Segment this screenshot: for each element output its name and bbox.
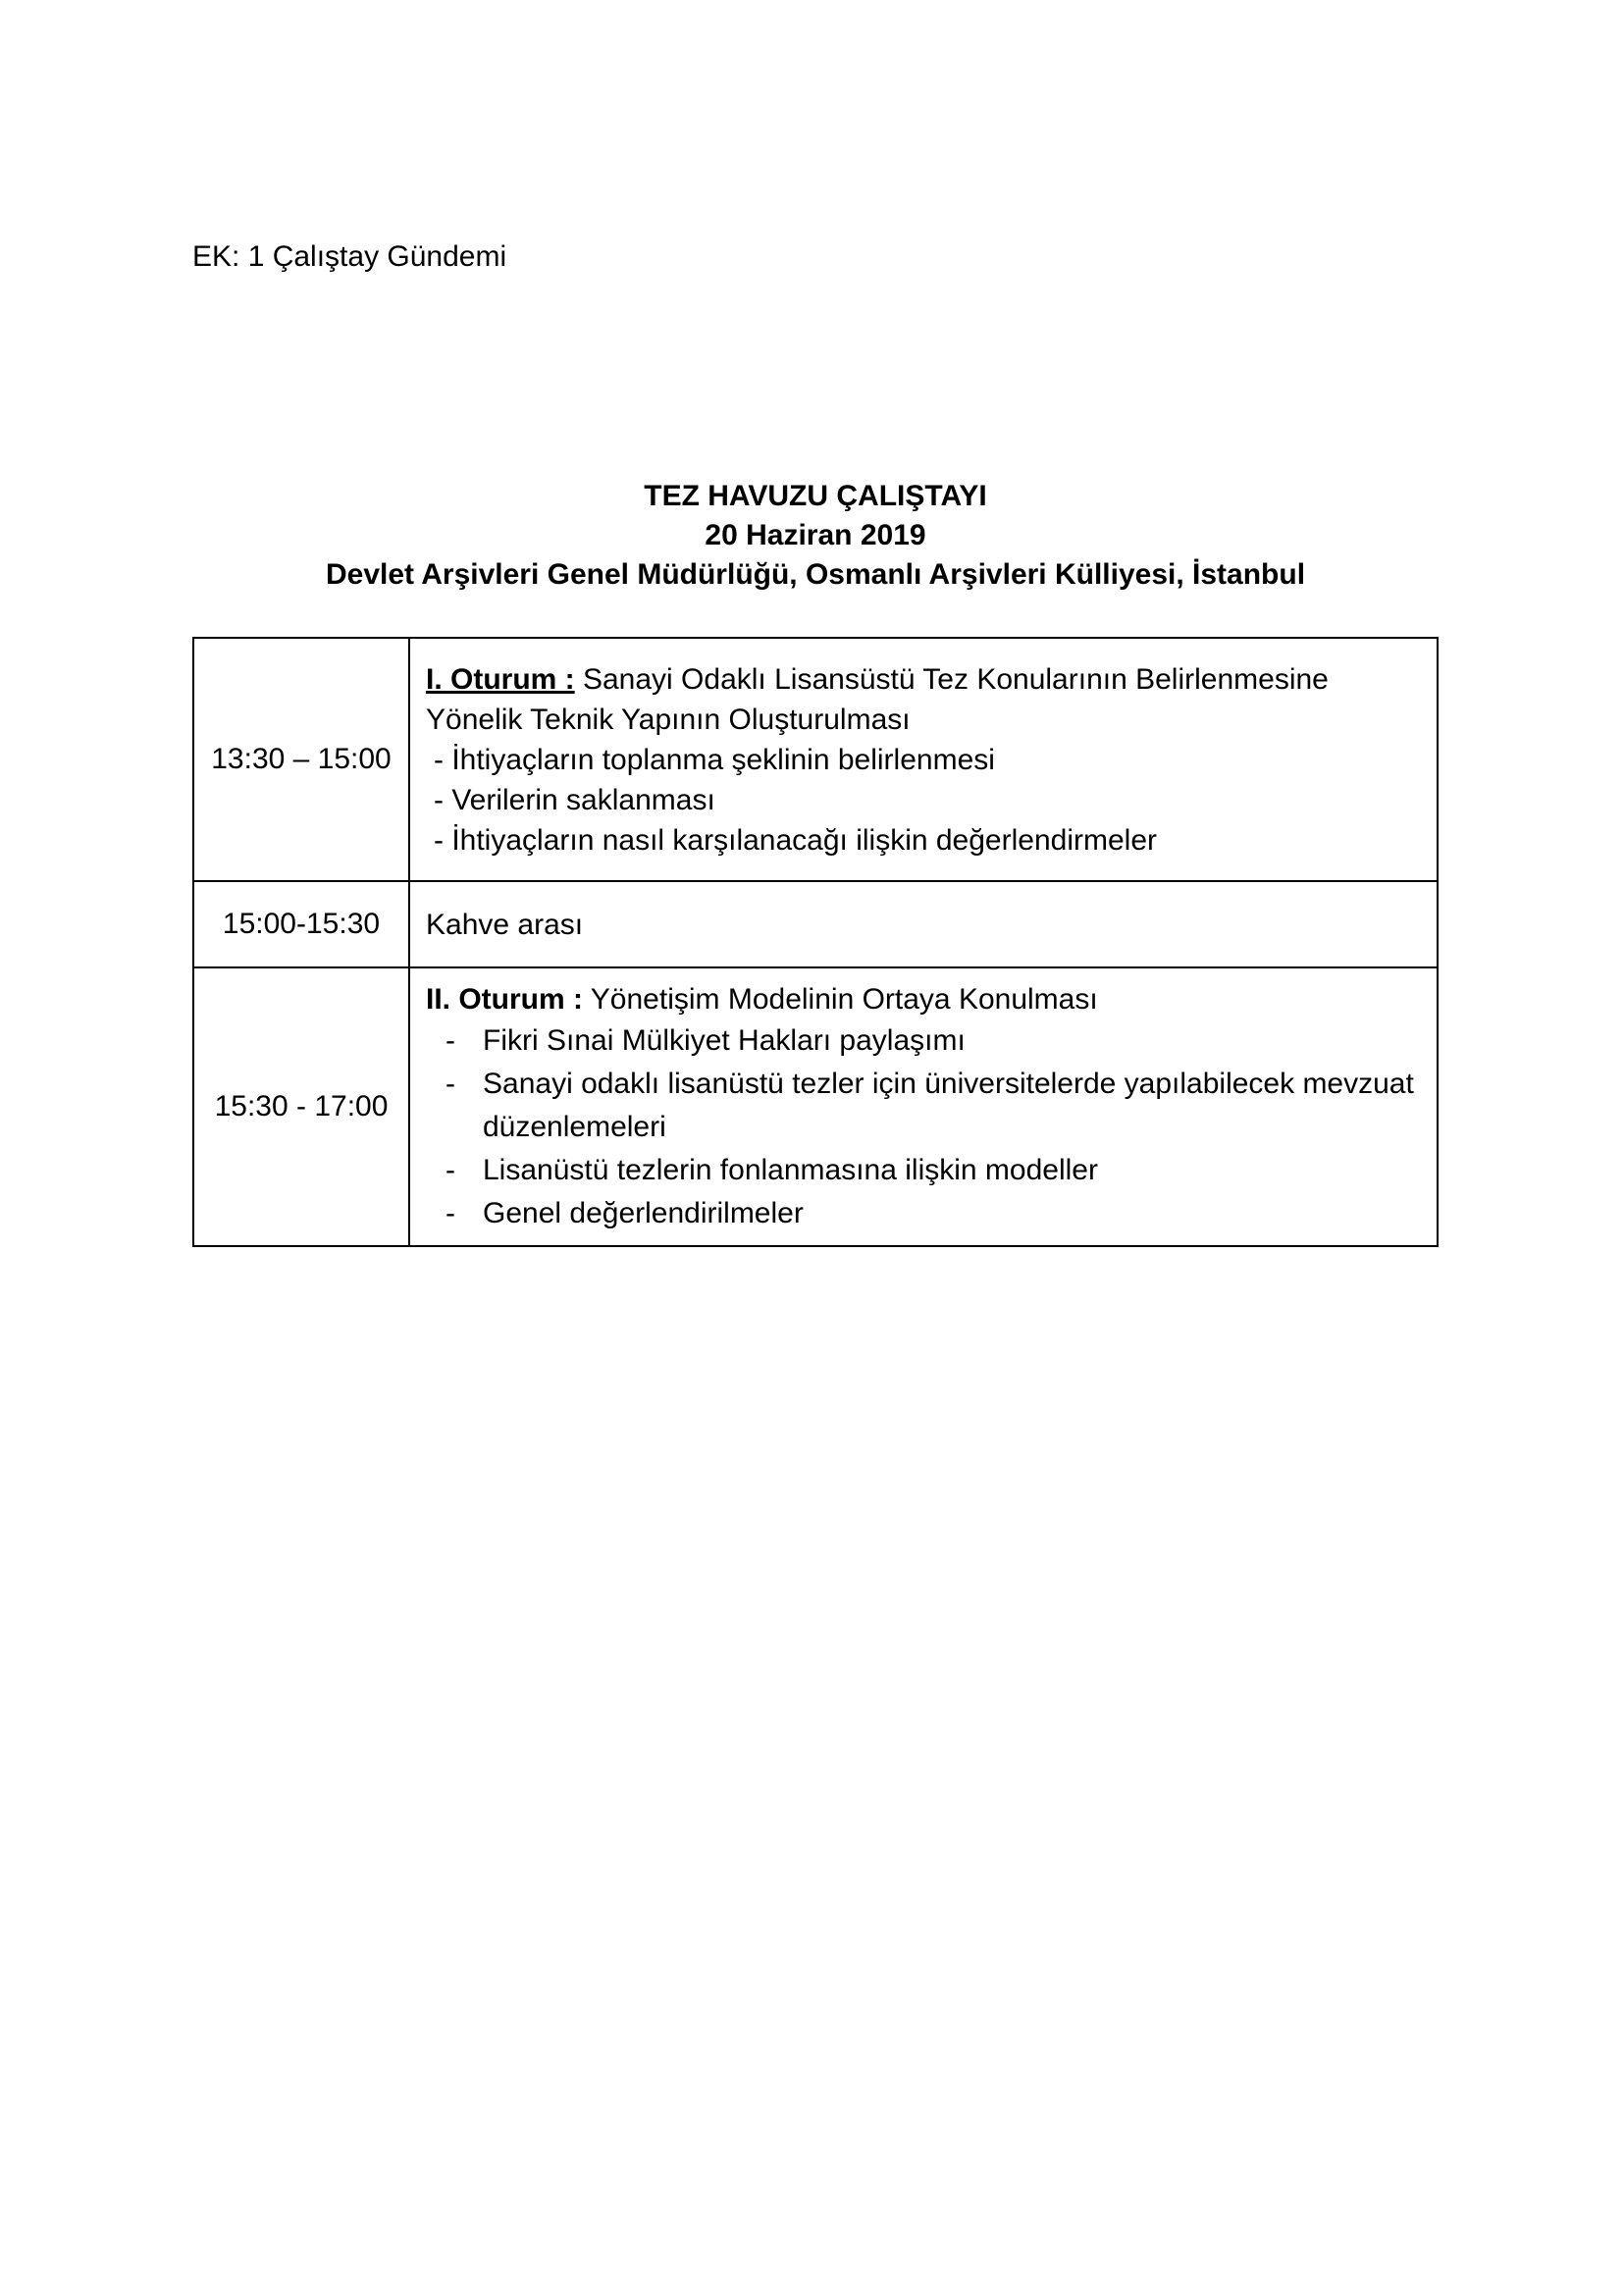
session-2-item-text: Sanayi odaklı lisanüstü tezler için üniversitelerde yapılabilecek mevzuat düzenlemeleri [483,1067,1414,1143]
list-item [426,1149,1429,1192]
session-1-content [409,638,1438,881]
break-text: Kahve arası [426,908,584,941]
session-2-time: 15:30 - 17:00 [193,967,409,1246]
session-1-title: Sanayi Odaklı Lisansüstü Tez Konularının Belirlenmesine Yönelik Teknik Yapının Oluşturulması [426,662,1329,736]
session-2-list [426,1019,1429,1235]
session-1-item: - İhtiyaçların nasıl karşılanacağı ilişkin değerlendirmeler [434,823,1157,857]
workshop-date: 20 Haziran 2019 [705,519,926,551]
dash-bullet: - [445,1023,455,1057]
session-2-heading [426,979,1429,1019]
session-1-label: I. Oturum : [426,662,575,696]
list-item [426,1192,1429,1235]
agenda-table [192,637,1439,1247]
dash-bullet: - [445,1067,455,1100]
break-time: 15:00-15:30 [193,881,409,967]
list-item [426,1063,1429,1149]
list-item [426,1019,1429,1063]
workshop-venue: Devlet Arşivleri Genel Müdürlüğü, Osmanlı Arşivleri Külliyesi, İstanbul [325,558,1306,591]
agenda-row-session-2 [193,967,1438,1246]
workshop-title: TEZ HAVUZU ÇALIŞTAYI [644,480,987,512]
session-2-item-text: Fikri Sınai Mülkiyet Hakları paylaşımı [483,1023,966,1057]
session-1-item: - İhtiyaçların toplanma şeklinin belirlenmesi [434,743,995,776]
session-2-label: II. Oturum : [426,982,583,1016]
agenda-row-session-1 [193,638,1438,881]
session-2-title: Yönetişim Modelinin Ortaya Konulması [583,982,1098,1016]
session-2-content [409,967,1438,1246]
session-2-item-text: Genel değerlendirilmeler [483,1196,804,1229]
session-1-time: 13:30 – 15:00 [193,638,409,881]
session-1-item: - Verilerin saklanması [434,783,715,816]
agenda-row-break [193,881,1438,967]
break-content [409,881,1438,967]
annex-label: EK: 1 Çalıştay Gündemi [192,240,507,273]
session-2-item-text: Lisanüstü tezlerin fonlanmasına ilişkin modeller [483,1153,1098,1186]
dash-bullet: - [445,1153,455,1186]
session-1-heading [426,659,1429,740]
dash-bullet: - [445,1196,455,1229]
workshop-title-block [192,477,1439,595]
